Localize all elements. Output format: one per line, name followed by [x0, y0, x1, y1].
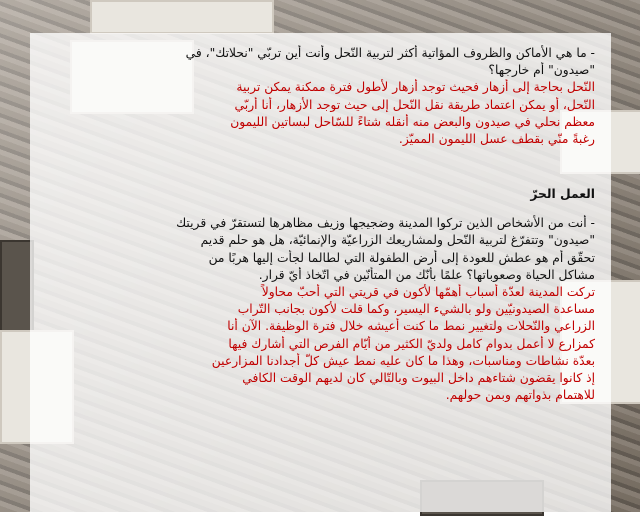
answer-line: للاهتمام بذواتهم وبمن حولهم.: [445, 388, 595, 403]
answer-line: بعدّة نشاطات ومناسبات، وهذا ما كان عليه نمط عيش كلّ أجدادنا المزارعين: [211, 353, 595, 368]
spacer: [44, 148, 595, 186]
question-line: - ما هي الأماكن والظروف المؤاتية أكثر لتربية النّحل وأنت أين تربّي "نحلاتك"، في: [185, 46, 595, 60]
answer-line: النّحل بحاجة إلى أزهار فحيث توجد أزهار لأطول فترة ممكنة يمكن تربية: [236, 80, 595, 95]
question-line: مشاكل الحياة وصعوباتها؟ علمًا بأنّك من المتأنّين في اتّخاذ أيّ قرار.: [258, 267, 595, 282]
answer-line: رغبةً منّي بقطف عسل الليمون المميّز.: [398, 132, 595, 147]
spacer: [44, 203, 595, 215]
question-line: "صيدون" أم خارجها؟: [488, 63, 595, 78]
beehive-box: [90, 0, 274, 34]
answer-line: النّحل، أو يمكن اعتماد طريقة نقل النّحل إلى حيث توجد الأزهار، أنا أربّي: [234, 97, 595, 112]
section-heading: العمل الحرّ: [530, 187, 595, 202]
answer-line: مساعدة الصيدونيّين ولو بالشيء اليسير، وكما قلت لأكون بجانب التّراب: [237, 302, 595, 317]
answer-line: إذ كانوا يقضون شتاءهم داخل البيوت وبالتّالي كان لديهم الوقت الكافي: [242, 371, 595, 386]
article-text-panel: [30, 33, 611, 512]
question-line: - أنت من الأشخاص الذين تركوا المدينة وضجيجها وزيف مظاهرها لتستقرّ في قريتك: [176, 216, 595, 231]
question-line: "صيدون" وتتفرّغ لتربية النّحل ولمشاريعك الزراعيّة والإنمائيّة، هل هو حلم قديم: [200, 233, 595, 248]
answer-line: الزراعي والنّحلات ولتغيير نمط ما كنت أعيشه خلال فترة الوظيفة. الآن أنا: [227, 319, 595, 334]
answer-line: كمزارع لا أعمل بدوام كامل ولديّ الكثير من أيّام الفرص التي أشارك فيها: [228, 336, 595, 351]
answer-line: تركت المدينة لعدّة أسباب أهمّها لأكون في قريتي التي أحبّ محاولاً: [261, 285, 595, 300]
question-line: تحقّق أم هو عطش للعودة إلى أرض الطفولة التي لطالما لجأت إليها هربًا من: [208, 250, 595, 265]
beehive-box: [0, 240, 34, 334]
answer-line: معظم نحلي في صيدون والبعض منه أنقله شتاءً للسّاحل لبساتين الليمون: [230, 114, 595, 129]
